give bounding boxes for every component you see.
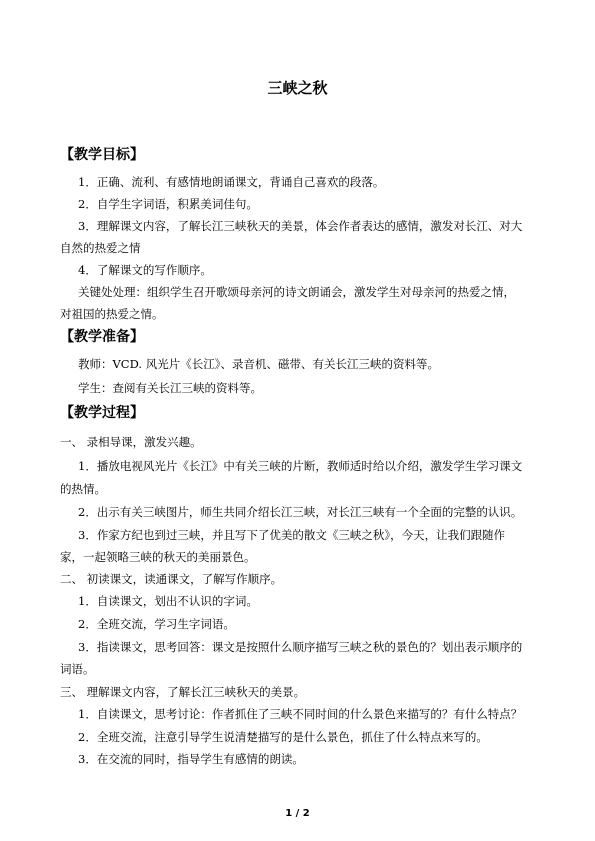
heading-preparation: 【教学准备】 [60, 329, 144, 345]
process-2-3-line-2: 词语。 [60, 662, 95, 676]
process-section-2: 二、 初读课文，读通课文，了解写作顺序。 [60, 572, 283, 586]
process-1-2: 2．出示有关三峡图片，师生共同介绍长江三峡，对长江三峡有一个全面的完整的认识。 [78, 505, 523, 519]
process-2-2: 2．全班交流，学习生字词语。 [78, 617, 235, 631]
process-2-1: 1．自读课文，划出不认识的字词。 [78, 594, 258, 608]
objective-3-line-1: 3．理解课文内容，了解长江三峡秋天的美景，体会作者表达的感情，激发对长江、对大 [78, 219, 523, 233]
objective-3-line-2: 自然的热爱之情 [60, 241, 141, 255]
heading-objectives: 【教学目标】 [60, 147, 144, 163]
preparation-teacher: 教师：VCD. 风光片《长江》、录音机、磁带、有关长江三峡的资料等。 [78, 357, 439, 371]
preparation-student: 学生：查阅有关长江三峡的资料等。 [78, 381, 262, 395]
process-section-3: 三、 理解课文内容，了解长江三峡秋天的美景。 [60, 685, 306, 699]
key-point-line-1: 关键处处理：组织学生召开歌颂母亲河的诗文朗诵会，激发学生对母亲河的热爱之情， [78, 285, 515, 299]
process-1-1-line-1: 1．播放电视风光片《长江》中有关三峡的片断，教师适时给以介绍，激发学生学习课文 [78, 459, 523, 473]
process-section-1: 一、 录相导课，激发兴趣。 [60, 435, 202, 449]
process-2-3-line-1: 3．指读课文，思考回答：课文是按照什么顺序描写三峡之秋的景色的？划出表示顺序的 [78, 640, 523, 654]
objective-2: 2．自学生字词语，积累美词佳句。 [78, 197, 258, 211]
process-1-3-line-1: 3．作家方纪也到过三峡，并且写下了优美的散文《三峡之秋》，今天，让我们跟随作 [78, 528, 506, 542]
process-3-2: 2．全班交流，注意引导学生说清楚描写的是什么景色，抓住了什么特点来写的。 [78, 730, 488, 744]
heading-process: 【教学过程】 [60, 405, 144, 421]
process-3-3: 3．在交流的同时，指导学生有感情的朗读。 [78, 752, 304, 766]
process-1-3-line-2: 家，一起领略三峡的秋天的美丽景色。 [60, 550, 256, 564]
process-3-1: 1．自读课文，思考讨论：作者抓住了三峡不同时间的什么景色来描写的？有什么特点？ [78, 707, 523, 721]
objective-1: 1．正确、流利、有感情地朗诵课文，背诵自己喜欢的段落。 [78, 175, 385, 189]
process-1-1-line-2: 的热情。 [60, 482, 106, 496]
objective-4: 4．了解课文的写作顺序。 [78, 263, 212, 277]
page-number: 1 / 2 [285, 808, 310, 819]
page-title: 三峡之秋 [267, 79, 328, 97]
key-point-line-2: 对祖国的热爱之情。 [60, 307, 164, 321]
